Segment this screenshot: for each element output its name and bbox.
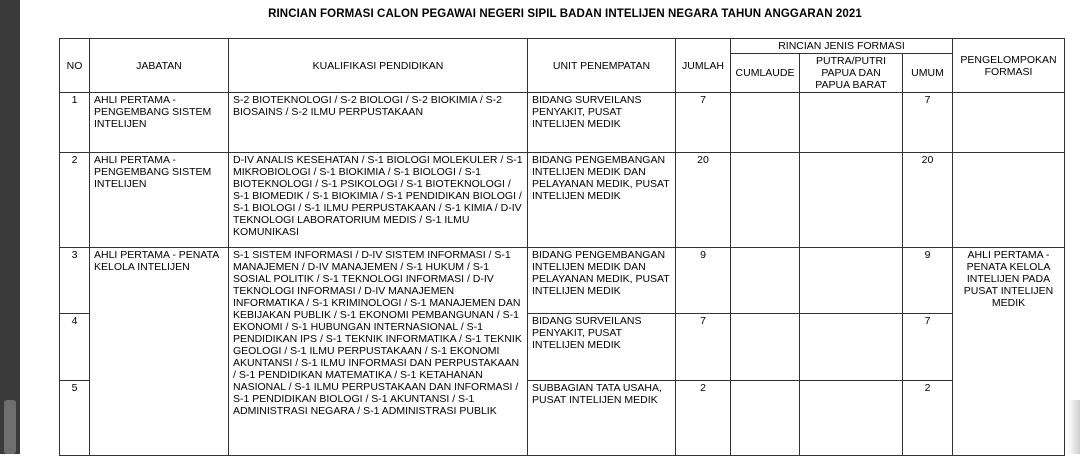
cell-umum: 7: [903, 93, 953, 153]
header-cumlaude: CUMLAUDE: [731, 54, 800, 93]
cell-cumlaude: [731, 248, 800, 314]
cell-pengelompokan: [953, 153, 1065, 248]
cell-jabatan: AHLI PERTAMA - PENGEMBANG SISTEM INTELIJEN: [90, 153, 229, 248]
cell-unit: BIDANG PENGEMBANGAN INTELIJEN MEDIK DAN PELAYANAN MEDIK, PUSAT INTELIJEN MEDIK: [528, 248, 676, 314]
cell-pengelompokan: [953, 93, 1065, 153]
table-row: [60, 93, 1065, 153]
header-rincian: RINCIAN JENIS FORMASI: [731, 39, 953, 54]
cell-putra: [800, 93, 903, 153]
header-umum: UMUM: [903, 54, 953, 93]
header-jumlah: JUMLAH: [676, 39, 731, 93]
cell-unit: BIDANG SURVEILANS PENYAKIT, PUSAT INTELIJEN MEDIK: [528, 314, 676, 381]
cell-cumlaude: [731, 381, 800, 456]
cell-jumlah: 7: [676, 93, 731, 153]
page-edge-shadow: [1068, 400, 1080, 454]
cell-putra: [800, 314, 903, 381]
left-window-edge: [0, 0, 20, 454]
cell-jabatan: AHLI PERTAMA - PENGEMBANG SISTEM INTELIJEN: [90, 93, 229, 153]
cell-no: 3: [60, 248, 90, 314]
document-title: RINCIAN FORMASI CALON PEGAWAI NEGERI SIPIL BADAN INTELIJEN NEGARA TAHUN ANGGARAN 2021: [268, 8, 862, 20]
table-row: [60, 248, 1065, 314]
cell-kualifikasi: D-IV ANALIS KESEHATAN / S-1 BIOLOGI MOLEKULER / S-1 MIKROBIOLOGI / S-1 BIOKIMIA / S-1 BIOLOGI / S-1 BIOTEKNOLOGI / S-1 PSIKOLOGI / S-1 BIOTEKNOLOGI / S-1 BIOMEDIK / S-1 BIOKIMIA / S-1 PENDIDIKAN BIOLOGI / S-1 BIOLOGI / S-1 ILMU PERPUSTAKAAN / S-1 KIMIA / D-IV TEKNOLOGI LABORATORIUM MEDIS / S-1 ILMU KOMUNIKASI: [229, 153, 528, 248]
cell-jumlah: 9: [676, 248, 731, 314]
cell-putra: [800, 381, 903, 456]
cell-jabatan: AHLI PERTAMA - PENATA KELOLA INTELIJEN: [90, 248, 229, 456]
header-pengelompokan: PENGELOMPOKAN FORMASI: [953, 39, 1065, 93]
scrollbar-thumb[interactable]: [4, 400, 16, 454]
cell-unit: BIDANG PENGEMBANGAN INTELIJEN MEDIK DAN PELAYANAN MEDIK, PUSAT INTELIJEN MEDIK: [528, 153, 676, 248]
cell-umum: 2: [903, 381, 953, 456]
header-jabatan: JABATAN: [90, 39, 229, 93]
cell-unit: BIDANG SURVEILANS PENYAKIT, PUSAT INTELIJEN MEDIK: [528, 93, 676, 153]
cell-pengelompokan: AHLI PERTAMA - PENATA KELOLA INTELIJEN PADA PUSAT INTELIJEN MEDIK: [953, 248, 1065, 456]
cell-no: 5: [60, 381, 90, 456]
cell-cumlaude: [731, 93, 800, 153]
cell-kualifikasi: S-2 BIOTEKNOLOGI / S-2 BIOLOGI / S-2 BIOKIMIA / S-2 BIOSAINS / S-2 ILMU PERPUSTAKAAN: [229, 93, 528, 153]
table-row: [60, 153, 1065, 248]
cell-jumlah: 7: [676, 314, 731, 381]
cell-jumlah: 2: [676, 381, 731, 456]
cell-umum: 9: [903, 248, 953, 314]
cell-putra: [800, 248, 903, 314]
cell-umum: 7: [903, 314, 953, 381]
cell-unit: SUBBAGIAN TATA USAHA, PUSAT INTELIJEN MEDIK: [528, 381, 676, 456]
cell-kualifikasi: S-1 SISTEM INFORMASI / D-IV SISTEM INFORMASI / S-1 MANAJEMEN / D-IV MANAJEMEN / S-1 HUKUM / S-1 SOSIAL POLITIK / S-1 TEKNOLOGI INFORMASI / D-IV TEKNOLOGI INFORMASI / D-IV MANAJEMEN INFORMATIKA / S-1 KRIMINOLOGI / S-1 MANAJEMEN DAN KEBIJAKAN PUBLIK / S-1 EKONOMI PEMBANGUNAN / S-1 EKONOMI / S-1 HUBUNGAN INTERNASIONAL / S-1 PENDIDIKAN IPS / S-1 TEKNIK INFORMATIKA / S-1 TEKNIK GEOLOGI / S-1 ILMU PERPUSTAKAAN / S-1 EKONOMI AKUNTANSI / S-1 ILMU INFORMASI DAN PERPUSTAKAAN / S-1 PENDIDIKAN MATEMATIKA / S-1 KETAHANAN NASIONAL / S-1 ILMU PERPUSTAKAAN DAN INFORMASI / S-1 PENDIDIKAN BIOLOGI / S-1 AKUNTANSI / S-1 ADMINISTRASI NEGARA / S-1 ADMINISTRASI PUBLIK: [229, 248, 528, 456]
cell-umum: 20: [903, 153, 953, 248]
formasi-table: [59, 38, 1065, 456]
header-no: NO: [60, 39, 90, 93]
cell-no: 1: [60, 93, 90, 153]
cell-no: 4: [60, 314, 90, 381]
header-putra: PUTRA/PUTRI PAPUA DAN PAPUA BARAT: [800, 54, 903, 93]
header-kualifikasi: KUALIFIKASI PENDIDIKAN: [229, 39, 528, 93]
cell-cumlaude: [731, 314, 800, 381]
header-unit: UNIT PENEMPATAN: [528, 39, 676, 93]
cell-jumlah: 20: [676, 153, 731, 248]
cell-no: 2: [60, 153, 90, 248]
cell-cumlaude: [731, 153, 800, 248]
cell-putra: [800, 153, 903, 248]
